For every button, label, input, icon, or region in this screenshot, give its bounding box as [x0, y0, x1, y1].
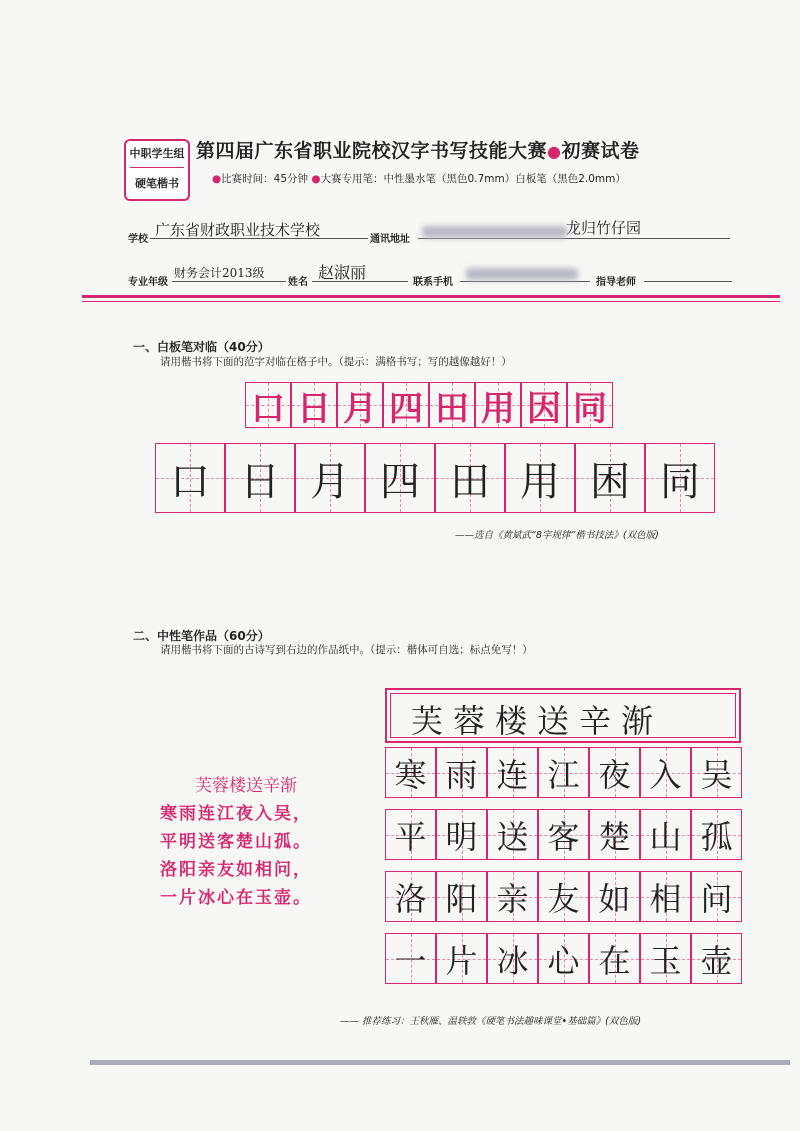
character-glyph: 入 [649, 755, 682, 794]
title-main: 第四届广东省职业院校汉字书写技能大赛 [196, 140, 548, 162]
character-glyph: 山 [649, 817, 682, 856]
character-glyph: 同 [573, 388, 607, 429]
poem-line: 平明送客楚山孤。 [160, 832, 312, 852]
character-glyph: 洛 [394, 879, 427, 918]
character-glyph: 用 [520, 458, 560, 505]
character-glyph: 问 [700, 879, 733, 918]
character-glyph: 亲 [496, 879, 529, 918]
teacher-field [644, 263, 732, 282]
work-cell [538, 871, 589, 922]
footer-rule [90, 1060, 790, 1065]
character-glyph: 壶 [700, 941, 733, 980]
page-title [196, 136, 640, 163]
pen-spec: 大赛专用笔：中性墨水笔（黑色0.7mm）白板笔（黑色2.0mm） [320, 173, 626, 185]
model-poem [160, 772, 312, 912]
work-cell [385, 809, 436, 860]
sample-cell [429, 382, 475, 428]
character-glyph: 片 [445, 941, 478, 980]
practice-cell [435, 443, 505, 513]
badge-group-label: 中职学生组 [129, 147, 185, 160]
work-cell [640, 933, 691, 984]
character-glyph: 在 [598, 941, 631, 980]
section1-instruction: 请用楷书将下面的范字对临在格子中。（提示：满格书写；写的越像越好！） [160, 356, 512, 368]
work-cell [436, 809, 487, 860]
sample-cell [475, 382, 521, 428]
work-title-box [385, 688, 741, 743]
character-glyph: 日 [240, 458, 280, 505]
school-value: 广东省财政职业技术学校 [155, 221, 321, 239]
character-glyph: 楚 [598, 817, 631, 856]
character-glyph: 月 [310, 458, 350, 505]
character-glyph: 雨 [445, 755, 478, 794]
work-cell [538, 809, 589, 860]
character-glyph: 寒 [394, 755, 427, 794]
work-cell [385, 747, 436, 798]
work-cell [691, 809, 742, 860]
character-glyph: 四 [380, 458, 420, 505]
group-badge [124, 139, 190, 201]
subtitle [212, 171, 626, 186]
character-glyph: 四 [389, 388, 423, 429]
name-label: 姓名 [288, 277, 308, 288]
badge-category-label: 硬笔楷书 [135, 177, 179, 190]
character-glyph: 因 [527, 388, 561, 429]
practice-cell [365, 443, 435, 513]
character-glyph: 一 [394, 941, 427, 980]
exam-time: 比赛时间：45分钟 [221, 173, 309, 185]
poem-line: 洛阳亲友如相问， [160, 860, 312, 880]
work-cell [538, 933, 589, 984]
section1-heading: 一、白板笔对临（40分） [133, 340, 270, 354]
sample-cell [337, 382, 383, 428]
practice-cell [645, 443, 715, 513]
work-cell [436, 747, 487, 798]
address-label: 通讯地址 [370, 234, 410, 245]
section1-source: ——选自《黄斌武“8字规律”楷书技法》(双色版) [455, 530, 659, 541]
title-tail: 初赛试卷 [561, 140, 640, 162]
character-glyph: 田 [435, 388, 469, 429]
character-glyph: 孤 [700, 817, 733, 856]
work-cell [691, 933, 742, 984]
work-cell [589, 747, 640, 798]
work-title: 芙蓉楼送辛渐 [411, 702, 664, 740]
work-cell [487, 871, 538, 922]
character-glyph: 明 [445, 817, 478, 856]
work-cell [589, 809, 640, 860]
header-rule-thin [82, 301, 780, 302]
character-glyph: 口 [251, 388, 285, 429]
work-cell [640, 871, 691, 922]
character-glyph: 如 [598, 879, 631, 918]
badge-divider [130, 167, 184, 168]
character-glyph: 玉 [649, 941, 682, 980]
title-dot: ● [547, 142, 562, 161]
work-cell [436, 933, 487, 984]
work-cell [691, 871, 742, 922]
poem-line: 寒雨连江夜入吴， [160, 804, 312, 824]
character-glyph: 用 [481, 388, 515, 429]
character-glyph: 冰 [496, 941, 529, 980]
work-cell [691, 747, 742, 798]
practice-cell [575, 443, 645, 513]
address-value: 龙归竹仔园 [566, 219, 642, 237]
character-glyph: 夜 [598, 755, 631, 794]
character-glyph: 江 [547, 755, 580, 794]
practice-cell [155, 443, 225, 513]
practice-cell [295, 443, 365, 513]
character-glyph: 友 [547, 879, 580, 918]
phone-label: 联系手机 [413, 277, 453, 288]
sample-cell [291, 382, 337, 428]
section2-heading: 二、中性笔作品（60分） [133, 629, 270, 643]
work-cell [487, 747, 538, 798]
character-glyph: 客 [547, 817, 580, 856]
sample-cell [383, 382, 429, 428]
school-label: 学校 [128, 234, 148, 245]
sample-cell [521, 382, 567, 428]
sub-dot-2: ● [311, 173, 321, 185]
work-cell [487, 933, 538, 984]
sub-dot-1: ● [212, 173, 222, 185]
redacted-phone [466, 268, 578, 280]
redacted-address [422, 226, 567, 238]
character-glyph: 心 [547, 941, 580, 980]
work-cell [436, 871, 487, 922]
character-glyph: 困 [590, 458, 630, 505]
major-label: 专业年级 [128, 277, 168, 288]
character-glyph: 田 [450, 458, 490, 505]
practice-cell [225, 443, 295, 513]
character-glyph: 日 [297, 388, 331, 429]
major-value: 财务会计2013级 [174, 266, 265, 280]
character-glyph: 吴 [700, 755, 733, 794]
teacher-label: 指导老师 [596, 277, 636, 288]
character-glyph: 连 [496, 755, 529, 794]
work-cell [640, 747, 691, 798]
work-cell [640, 809, 691, 860]
work-cell [589, 871, 640, 922]
header-rule-thick [82, 295, 780, 298]
name-value: 赵淑丽 [318, 263, 367, 282]
character-glyph: 阳 [445, 879, 478, 918]
character-glyph: 送 [496, 817, 529, 856]
section2-instruction: 请用楷书将下面的古诗写到右边的作品纸中。（提示：楷体可自选；标点免写！） [160, 644, 533, 656]
character-glyph: 相 [649, 879, 682, 918]
sample-cell [567, 382, 613, 428]
poem-line: 一片冰心在玉壶。 [160, 888, 312, 908]
poem-title: 芙蓉楼送辛渐 [195, 776, 297, 796]
practice-cell [505, 443, 575, 513]
character-glyph: 月 [343, 388, 377, 429]
sample-cell [245, 382, 291, 428]
work-cell [538, 747, 589, 798]
character-glyph: 同 [660, 458, 700, 505]
work-cell [385, 933, 436, 984]
character-glyph: 口 [170, 458, 210, 505]
character-glyph: 平 [394, 817, 427, 856]
work-cell [589, 933, 640, 984]
work-cell [385, 871, 436, 922]
work-cell [487, 809, 538, 860]
recommendation: —— 推荐练习：王秋雁、温轶敦《硬笔书法趣味课堂•基础篇》(双色版) [340, 1016, 642, 1027]
